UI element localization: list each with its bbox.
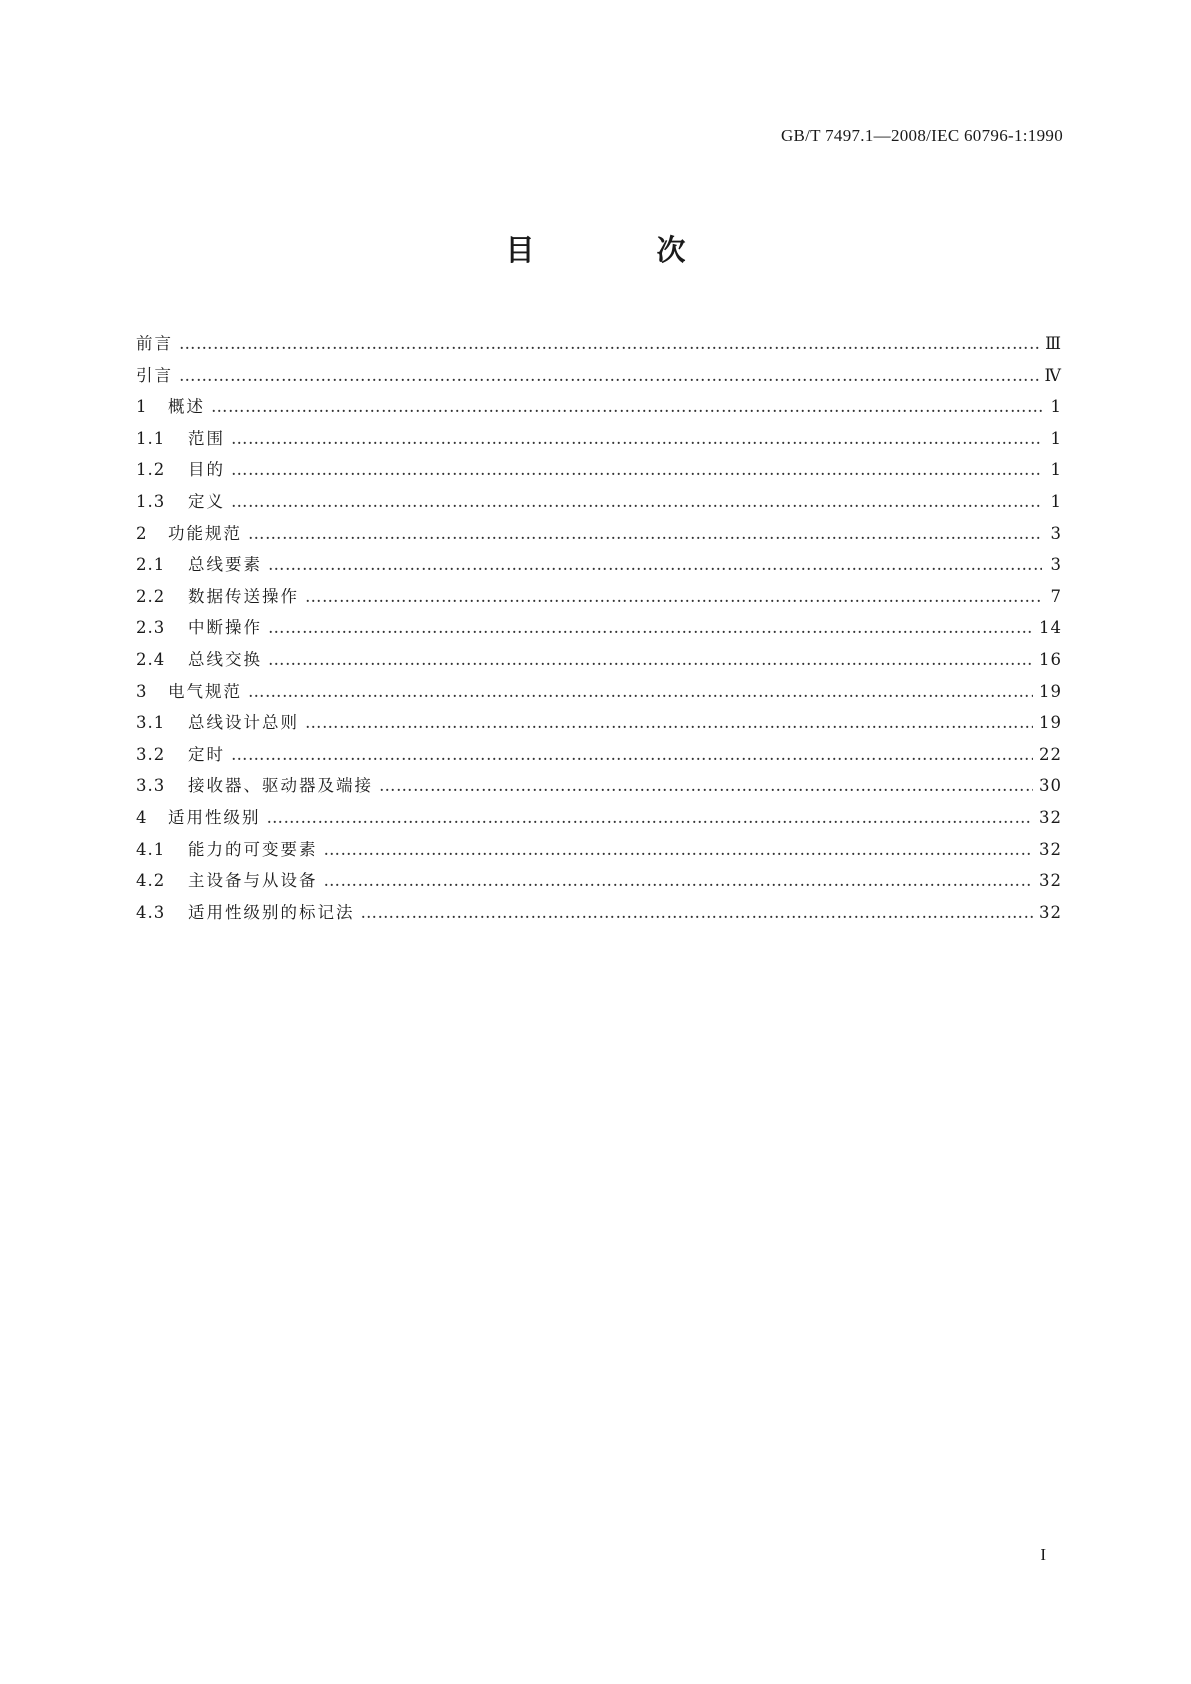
toc-entry-4[interactable] bbox=[136, 802, 1062, 834]
toc-entry-4-2[interactable] bbox=[136, 865, 1062, 897]
dot-leader bbox=[231, 454, 1042, 486]
toc-entry-1-1[interactable] bbox=[136, 423, 1062, 455]
toc-entry-page: 32 bbox=[1039, 902, 1062, 922]
toc-entry-page: 19 bbox=[1039, 713, 1062, 733]
toc-entry-title: 电气规范 bbox=[168, 681, 242, 701]
toc-entry-2[interactable] bbox=[136, 518, 1062, 550]
toc-entry-number: 3 bbox=[136, 681, 148, 701]
table-of-contents bbox=[136, 328, 1062, 928]
toc-entry-1-2[interactable] bbox=[136, 454, 1062, 486]
toc-entry-2-1[interactable] bbox=[136, 549, 1062, 581]
toc-entry-4-3[interactable] bbox=[136, 897, 1062, 929]
toc-entry-title: 接收器、驱动器及端接 bbox=[188, 776, 373, 796]
toc-entry-number: 1.1 bbox=[136, 428, 166, 448]
toc-entry-title: 总线设计总则 bbox=[188, 713, 299, 733]
dot-leader bbox=[305, 707, 1033, 739]
dot-leader bbox=[268, 644, 1033, 676]
dot-leader bbox=[268, 612, 1033, 644]
dot-leader bbox=[248, 518, 1042, 550]
toc-entry-title: 引言 bbox=[136, 365, 173, 385]
toc-entry-page: 1 bbox=[1050, 460, 1062, 480]
toc-entry-number: 1.2 bbox=[136, 460, 166, 480]
toc-entry-page: Ⅲ bbox=[1045, 334, 1062, 353]
toc-entry-number: 4.1 bbox=[136, 839, 166, 859]
toc-entry-3-1[interactable] bbox=[136, 707, 1062, 739]
toc-entry-1-3[interactable] bbox=[136, 486, 1062, 518]
toc-entry-number: 2.2 bbox=[136, 586, 166, 606]
toc-entry-number: 2.4 bbox=[136, 649, 166, 669]
toc-entry-title: 数据传送操作 bbox=[188, 586, 299, 606]
toc-entry-preface[interactable] bbox=[136, 328, 1062, 360]
toc-entry-number: 2.3 bbox=[136, 618, 166, 638]
toc-entry-page: 22 bbox=[1039, 744, 1062, 764]
toc-entry-page: 16 bbox=[1039, 649, 1062, 669]
toc-entry-3[interactable] bbox=[136, 676, 1062, 708]
dot-leader bbox=[179, 360, 1039, 392]
toc-entry-page: 32 bbox=[1039, 807, 1062, 827]
toc-entry-2-2[interactable] bbox=[136, 581, 1062, 613]
dot-leader bbox=[231, 739, 1033, 771]
dot-leader bbox=[305, 581, 1042, 613]
toc-entry-1[interactable] bbox=[136, 391, 1062, 423]
toc-entry-number: 4.2 bbox=[136, 871, 166, 891]
toc-entry-title: 功能规范 bbox=[168, 523, 242, 543]
toc-entry-page: 1 bbox=[1050, 397, 1062, 417]
toc-entry-2-4[interactable] bbox=[136, 644, 1062, 676]
toc-entry-title: 范围 bbox=[188, 428, 225, 448]
toc-entry-page: 7 bbox=[1050, 586, 1062, 606]
toc-entry-page: Ⅳ bbox=[1044, 365, 1062, 385]
toc-entry-title: 总线交换 bbox=[188, 649, 262, 669]
toc-entry-3-3[interactable] bbox=[136, 770, 1062, 802]
page-number: I bbox=[1040, 1545, 1046, 1564]
toc-entry-title: 主设备与从设备 bbox=[188, 871, 318, 891]
toc-entry-title: 目的 bbox=[188, 460, 225, 480]
dot-leader bbox=[268, 549, 1042, 581]
dot-leader bbox=[324, 834, 1034, 866]
dot-leader bbox=[267, 802, 1034, 834]
dot-leader bbox=[361, 897, 1034, 929]
toc-entry-number: 4.3 bbox=[136, 902, 166, 922]
toc-entry-number: 2.1 bbox=[136, 555, 166, 575]
toc-entry-title: 总线要素 bbox=[188, 555, 262, 575]
toc-entry-number: 3.2 bbox=[136, 744, 166, 764]
toc-entry-page: 3 bbox=[1050, 555, 1062, 575]
toc-entry-number: 3.3 bbox=[136, 776, 166, 796]
toc-entry-title: 能力的可变要素 bbox=[188, 839, 318, 859]
toc-entry-number: 4 bbox=[136, 807, 148, 827]
toc-entry-title: 适用性级别 bbox=[168, 807, 261, 827]
toc-entry-number: 1.3 bbox=[136, 491, 166, 511]
toc-entry-page: 1 bbox=[1050, 491, 1062, 511]
toc-entry-title: 定义 bbox=[188, 491, 225, 511]
toc-entry-4-1[interactable] bbox=[136, 834, 1062, 866]
dot-leader bbox=[379, 770, 1033, 802]
toc-entry-page: 30 bbox=[1039, 776, 1062, 796]
toc-entry-page: 32 bbox=[1039, 871, 1062, 891]
toc-entry-title: 中断操作 bbox=[188, 618, 262, 638]
toc-entry-title: 前言 bbox=[136, 334, 173, 353]
standard-code: GB/T 7497.1—2008/IEC 60796-1:1990 bbox=[780, 126, 1063, 145]
dot-leader bbox=[211, 391, 1042, 423]
dot-leader bbox=[231, 486, 1042, 518]
toc-entry-title: 适用性级别的标记法 bbox=[188, 902, 355, 922]
toc-entry-number: 1 bbox=[136, 397, 148, 417]
toc-entry-title: 概述 bbox=[168, 397, 205, 417]
dot-leader bbox=[248, 676, 1033, 708]
toc-entry-page: 19 bbox=[1039, 681, 1062, 701]
dot-leader bbox=[324, 865, 1034, 897]
toc-entry-number: 2 bbox=[136, 523, 148, 543]
toc-entry-page: 14 bbox=[1039, 618, 1062, 638]
toc-entry-page: 3 bbox=[1050, 523, 1062, 543]
toc-entry-page: 32 bbox=[1039, 839, 1062, 859]
dot-leader bbox=[179, 328, 1039, 360]
dot-leader bbox=[231, 423, 1042, 455]
toc-entry-introduction[interactable] bbox=[136, 360, 1062, 392]
page-title: 目 次 bbox=[505, 233, 742, 267]
toc-entry-title: 定时 bbox=[188, 744, 225, 764]
toc-entry-3-2[interactable] bbox=[136, 739, 1062, 771]
toc-entry-number: 3.1 bbox=[136, 713, 166, 733]
toc-entry-page: 1 bbox=[1050, 428, 1062, 448]
toc-entry-2-3[interactable] bbox=[136, 612, 1062, 644]
